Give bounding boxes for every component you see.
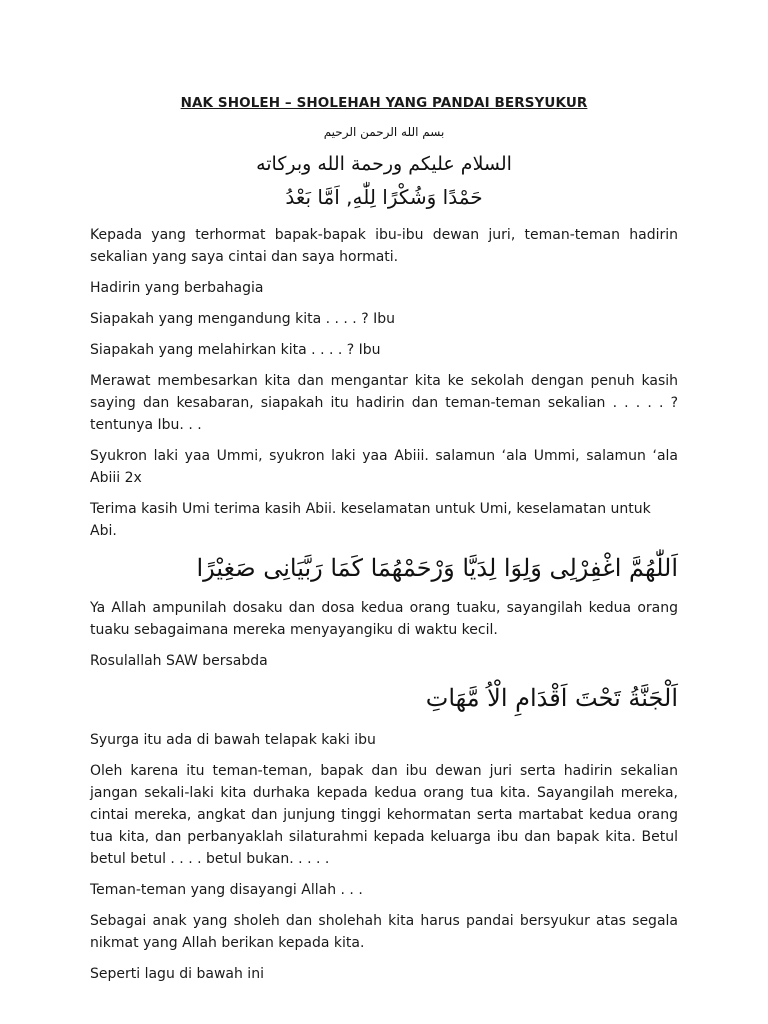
paragraph-teman-teman: Teman-teman yang disayangi Allah . . . — [90, 882, 363, 898]
hadith-arabic-text: اَلْجَنَّةُ تَحْتَ اَقْدَامِ الْاُ مَّهَاتِ — [425, 684, 678, 712]
paragraph-question-melahirkan: Siapakah yang melahirkan kita . . . . ? Ibu — [90, 342, 381, 358]
hamdan-text: حَمْدًا وَشُكْرًا لِلّٰهِ, اَمَّا بَعْدُ — [285, 185, 483, 209]
paragraph-terima-kasih: Terima kasih Umi terima kasih Abii. keselamatan untuk Umi, keselamatan untuk Abi. — [90, 501, 651, 539]
paragraph-syukron: Syukron laki yaa Ummi, syukron laki yaa Abiii. salamun ‘ala Ummi, salamun ‘ala Abiii 2x — [90, 448, 678, 486]
paragraph-oleh-karena: Oleh karena itu teman-teman, bapak dan ibu dewan juri serta hadirin sekalian jangan sekali-laki kita durhaka kepada kedua orang tua kita. Sayangilah mereka, cintai mereka, angkat dan junjung tinggi kehormatan serta martabat kedua orang tua kita, dan perbanyaklah silaturahmi kepada keluarga ibu dan bapak kita. Betul betul betul . . . . betul bukan. . . . . — [90, 763, 678, 867]
paragraph-question-mengandung: Siapakah yang mengandung kita . . . . ? Ibu — [90, 311, 395, 327]
paragraph-greeting: Kepada yang terhormat bapak-bapak ibu-ibu dewan juri, teman-teman hadirin sekalian yang saya cintai dan saya hormati. — [90, 227, 678, 265]
bismillah-text: بسم الله الرحمن الرحيم — [323, 125, 445, 139]
paragraph-hadirin: Hadirin yang berbahagia — [90, 280, 264, 296]
document-page — [90, 92, 678, 994]
paragraph-merawat: Merawat membesarkan kita dan mengantar kita ke sekolah dengan penuh kasih saying dan kesabaran, siapakah itu hadirin dan teman-teman sekalian . . . . . ? tentunya Ibu. . . — [90, 373, 678, 433]
paragraph-dua-translation: Ya Allah ampunilah dosaku dan dosa kedua orang tuaku, sayangilah kedua orang tuaku sebagaimana mereka menyayangiku di waktu kecil. — [90, 600, 678, 638]
dua-arabic-text: اَللّٰهُمَّ اغْفِرْلِى وَلِوَا لِدَيَّا وَرْحَمْهُمَا كَمَا رَبَّيَانِى صَغِيْرًا — [196, 554, 678, 582]
document-title: NAK SHOLEH – SHOLEHAH YANG PANDAI BERSYUKUR — [180, 95, 588, 111]
paragraph-hadith-translation: Syurga itu ada di bawah telapak kaki ibu — [90, 732, 376, 748]
salam-text: السلام عليكم ورحمة الله وبركاته — [256, 153, 512, 175]
paragraph-rosulallah: Rosulallah SAW bersabda — [90, 653, 268, 669]
paragraph-sebagai-anak: Sebagai anak yang sholeh dan sholehah kita harus pandai bersyukur atas segala nikmat yang Allah berikan kepada kita. — [90, 913, 678, 951]
paragraph-lagu: Seperti lagu di bawah ini — [90, 966, 264, 982]
